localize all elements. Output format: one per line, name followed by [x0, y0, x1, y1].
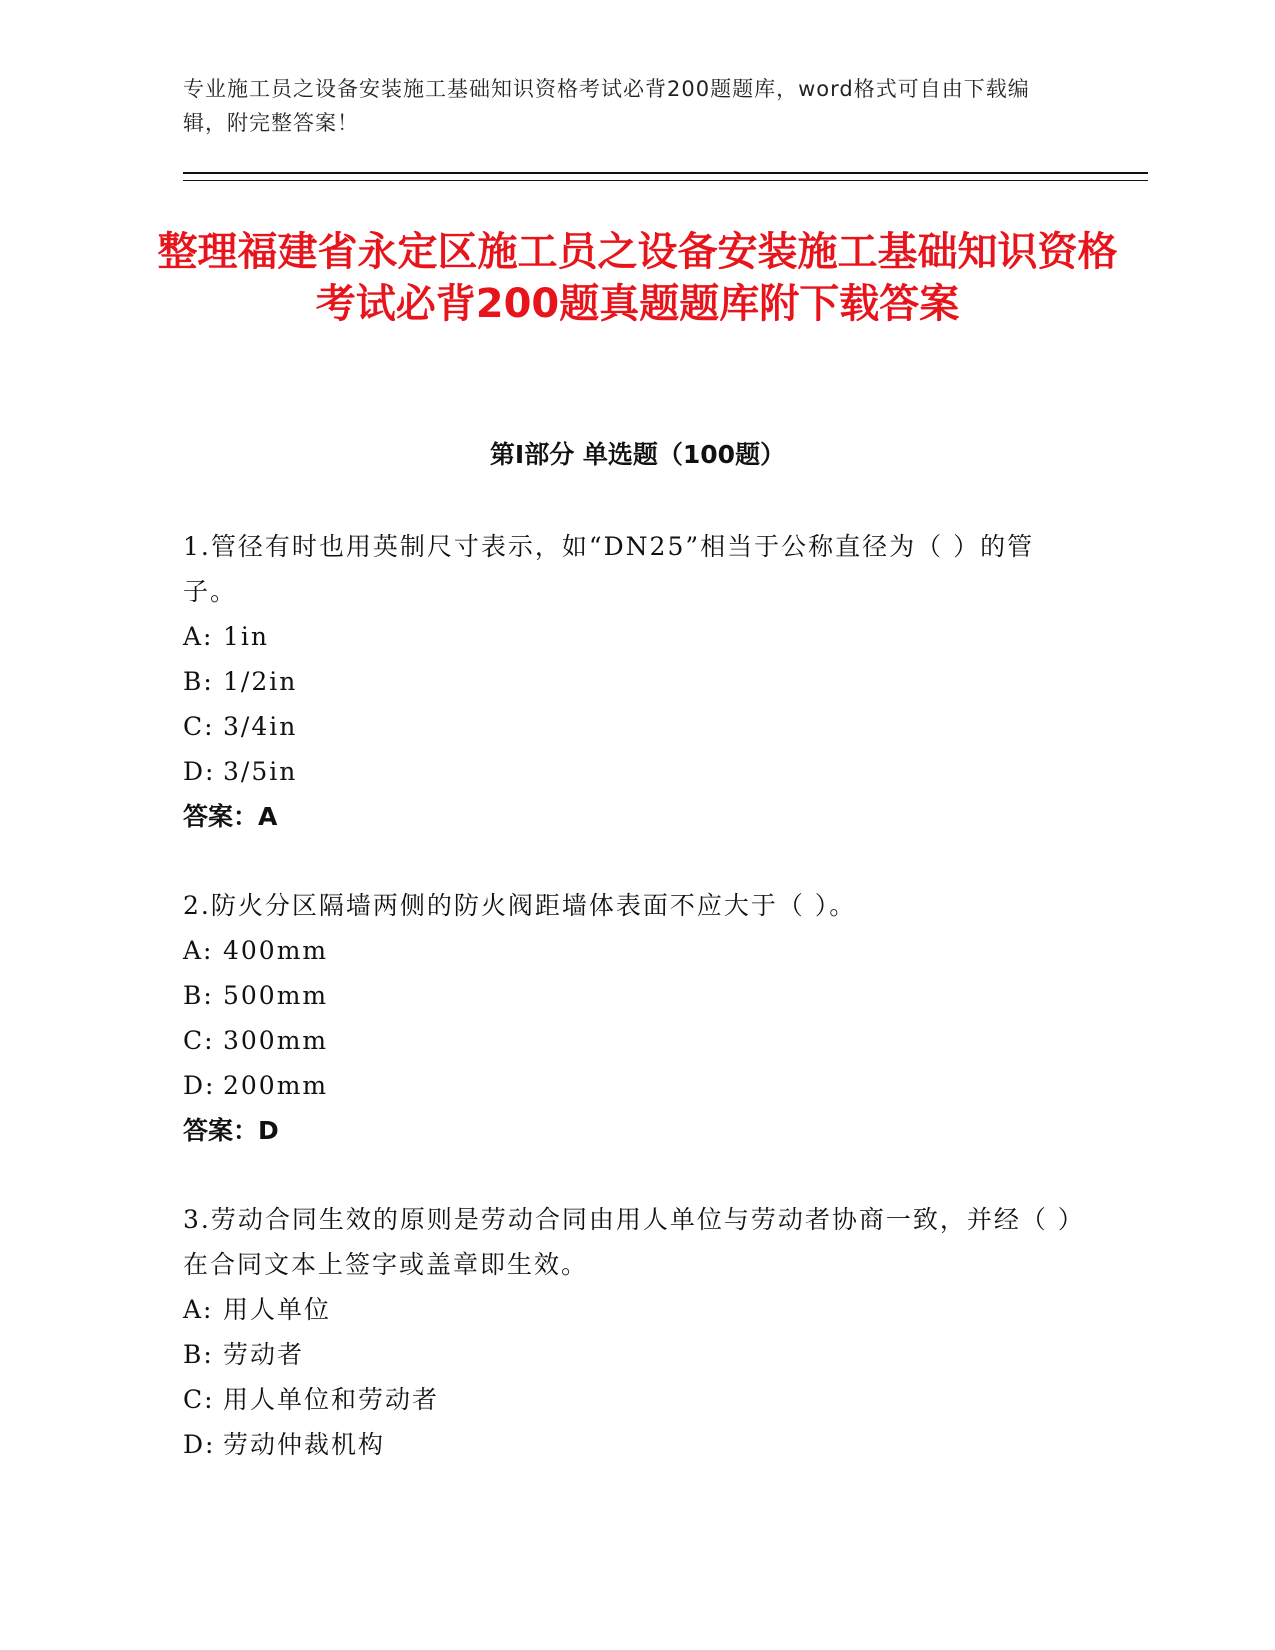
- question-2: [183, 883, 1083, 1153]
- option-value: 1in: [223, 622, 270, 651]
- header-note: 专业施工员之设备安装施工基础知识资格考试必背200题题库，word格式可自由下载编辑，附完整答案！: [183, 77, 1030, 135]
- option-key: A:: [183, 1295, 214, 1324]
- option-key: B:: [183, 1340, 214, 1369]
- question-3: [183, 1197, 1083, 1467]
- option-a: [183, 928, 1083, 973]
- question-1: [183, 524, 1083, 839]
- option-value: 劳动者: [223, 1340, 305, 1369]
- option-value: 300mm: [223, 1026, 329, 1055]
- option-d: [183, 749, 1083, 794]
- option-list: [183, 928, 1083, 1108]
- question-text: 1.管径有时也用英制尺寸表示，如“DN25”相当于公称直径为（ ）的管子。: [183, 532, 1035, 606]
- option-key: D:: [183, 1071, 216, 1100]
- option-key: A:: [183, 622, 214, 651]
- option-value: 400mm: [223, 936, 329, 965]
- option-d: [183, 1063, 1083, 1108]
- option-key: C:: [183, 712, 215, 741]
- option-value: 用人单位和劳动者: [223, 1385, 440, 1414]
- option-key: D:: [183, 1430, 216, 1459]
- option-c: [183, 704, 1083, 749]
- option-d: [183, 1422, 1083, 1467]
- option-key: B:: [183, 981, 214, 1010]
- option-list: [183, 614, 1083, 794]
- option-value: 1/2in: [223, 667, 298, 696]
- option-key: A:: [183, 936, 214, 965]
- header-divider-thin: [183, 180, 1148, 181]
- option-b: [183, 659, 1083, 704]
- option-value: 500mm: [223, 981, 329, 1010]
- section-heading: 第I部分 单选题（100题）: [489, 440, 786, 469]
- option-value: 3/5in: [223, 757, 298, 786]
- option-b: [183, 973, 1083, 1018]
- option-key: C:: [183, 1385, 215, 1414]
- option-list: [183, 1287, 1083, 1467]
- option-key: C:: [183, 1026, 215, 1055]
- option-c: [183, 1018, 1083, 1063]
- option-b: [183, 1332, 1083, 1377]
- option-a: [183, 1287, 1083, 1332]
- option-value: 3/4in: [223, 712, 298, 741]
- answer-label: 答案：A: [183, 802, 278, 831]
- question-text: 3.劳动合同生效的原则是劳动合同由用人单位与劳动者协商一致，并经（ ）在合同文本上签字或盖章即生效。: [183, 1205, 1073, 1279]
- option-c: [183, 1377, 1083, 1422]
- option-key: D:: [183, 757, 216, 786]
- option-key: B:: [183, 667, 214, 696]
- option-a: [183, 614, 1083, 659]
- header-divider-thick: [183, 172, 1148, 174]
- option-value: 200mm: [223, 1071, 329, 1100]
- question-text: 2.防火分区隔墙两侧的防火阀距墙体表面不应大于（ ）。: [183, 891, 857, 920]
- document-title: 整理福建省永定区施工员之设备安装施工基础知识资格考试必背200题真题题库附下载答案: [157, 229, 1118, 327]
- question-list: [183, 524, 1083, 1511]
- answer-label: 答案：D: [183, 1116, 279, 1145]
- option-value: 劳动仲裁机构: [223, 1430, 386, 1459]
- option-value: 用人单位: [223, 1295, 332, 1324]
